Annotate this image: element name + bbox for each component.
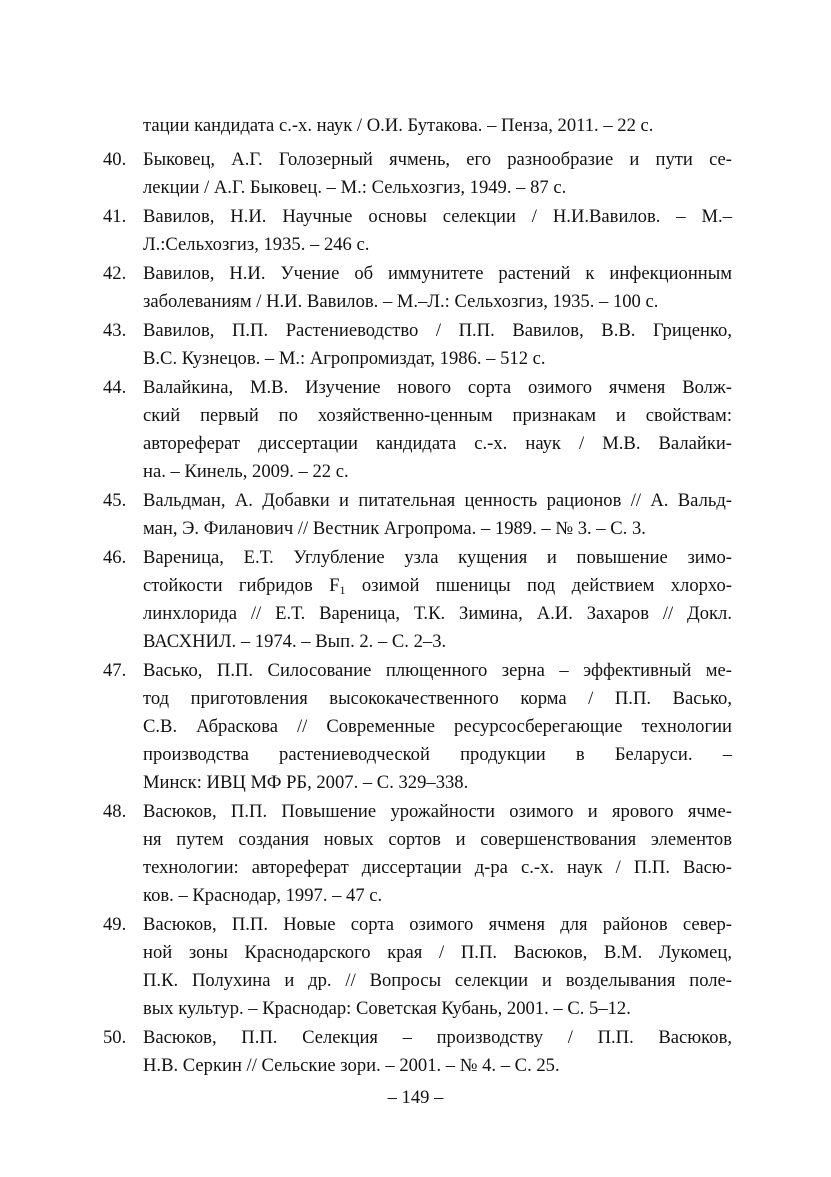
entry-number: 40.	[103, 149, 127, 170]
entry-line: производства растениеводческой продукции в Беларуси. –	[143, 744, 732, 765]
entry-line: вых культур. – Краснодар: Советская Кубань, 2001. – С. 5–12.	[143, 998, 631, 1019]
entry-line: П.К. Полухина и др. // Вопросы селекции и возделывания поле-	[143, 970, 732, 991]
entry-line: Васюков, П.П. Селекция – производству / П.П. Васюков,	[143, 1027, 732, 1048]
entry-line: Минск: ИВЦ МФ РБ, 2007. – С. 329–338.	[143, 772, 469, 793]
page-number: – 149 –	[387, 1087, 444, 1108]
entry-line: Вареница, Е.Т. Углубление узла кущения и повышение зимо-	[143, 547, 732, 568]
entry-line: Вавилов, П.П. Растениеводство / П.П. Вавилов, В.В. Гриценко,	[143, 320, 732, 341]
entry-line-text: озимой пшеницы под действием хлорхо-	[345, 575, 732, 596]
entry-line-with-subscript	[143, 572, 732, 601]
entry-line: на. – Кинель, 2009. – 22 с.	[143, 461, 349, 482]
entry-line: ский первый по хозяйственно-ценным признакам и свойствам:	[143, 405, 732, 426]
entry-number: 49.	[103, 914, 127, 935]
entry-line: Васюков, П.П. Новые сорта озимого ячменя для районов север-	[143, 914, 732, 935]
entry-line: Вавилов, Н.И. Научные основы селекции / Н.И.Вавилов. – М.–	[143, 206, 732, 227]
entry-number: 44.	[103, 377, 127, 398]
entry-number: 46.	[103, 547, 127, 568]
entry-line: Васюков, П.П. Повышение урожайности озимого и ярового ячме-	[143, 801, 732, 822]
entry-line: Валайкина, М.В. Изучение нового сорта озимого ячменя Волж-	[143, 377, 732, 398]
entry-number: 43.	[103, 320, 127, 341]
entry-line-text: стойкости гибридов F	[143, 575, 340, 596]
entry-line: линхлорида // Е.Т. Вареница, Т.К. Зимина, А.И. Захаров // Докл.	[143, 603, 732, 624]
entry-number: 48.	[103, 801, 127, 822]
entry-line: автореферат диссертации кандидата с.-х. наук / М.В. Валайки-	[143, 433, 732, 454]
entry-line: ман, Э. Филанович // Вестник Агропрома. – 1989. – № 3. – С. 3.	[143, 518, 646, 539]
entry-line: технологии: автореферат диссертации д-ра с.-х. наук / П.П. Васю-	[143, 857, 732, 878]
entry-line: ков. – Краснодар, 1997. – 47 с.	[143, 885, 383, 906]
entry-line: Быковец, А.Г. Голозерный ячмень, его разнообразие и пути се-	[143, 149, 732, 170]
entry-line: Вавилов, Н.И. Учение об иммунитете растений к инфекционным	[143, 263, 732, 284]
entry-number: 42.	[103, 263, 127, 284]
entry-line: Вальдман, А. Добавки и питательная ценность рационов // А. Вальд-	[143, 490, 732, 511]
entry-number: 41.	[103, 206, 127, 227]
entry-line: ВАСХНИЛ. – 1974. – Вып. 2. – С. 2–3.	[143, 631, 447, 652]
entry-number: 50.	[103, 1027, 127, 1048]
entry-line: Васько, П.П. Силосование плющенного зерна – эффективный ме-	[143, 660, 732, 681]
continuation-line: тации кандидата с.-х. наук / О.И. Бутакова. – Пенза, 2011. – 22 с.	[143, 115, 654, 136]
entry-line: тод приготовления высококачественного корма / П.П. Васько,	[143, 688, 732, 709]
entry-line: ной зоны Краснодарского края / П.П. Васюков, В.М. Лукомец,	[143, 942, 732, 963]
entry-line: заболеваниям / Н.И. Вавилов. – М.–Л.: Сельхозгиз, 1935. – 100 с.	[143, 291, 659, 312]
entry-line: Н.В. Серкин // Сельские зори. – 2001. – № 4. – С. 25.	[143, 1055, 560, 1076]
subscript: 1	[339, 583, 346, 597]
entry-number: 47.	[103, 660, 127, 681]
entry-line: ня путем создания новых сортов и совершенствования элементов	[143, 829, 732, 850]
entry-line: В.С. Кузнецов. – М.: Агропромиздат, 1986. – 512 с.	[143, 348, 546, 369]
entry-line: С.В. Абраскова // Современные ресурсосберегающие технологии	[143, 716, 732, 737]
entry-number: 45.	[103, 490, 127, 511]
entry-line: Л.:Сельхозгиз, 1935. – 246 с.	[143, 234, 370, 255]
entry-line: лекции / А.Г. Быковец. – М.: Сельхозгиз, 1949. – 87 с.	[143, 177, 567, 198]
